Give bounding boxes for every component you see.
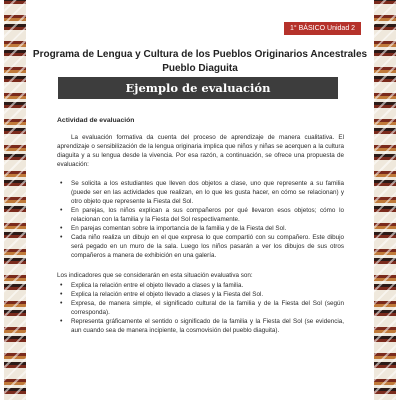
list-item: • Se solicita a los estudiantes que lleven dos objetos a clase, uno que represente a su familia (puede ser en las actividades que realizan, en lo que les gusta hacer, en cómo se relacionan) y otro objeto que represente la Fiesta del Sol.	[57, 179, 344, 206]
document-body	[57, 116, 344, 335]
list-item: • Representa gráficamente el sentido o significado de la familia y la Fiesta del Sol (se evidencia, aun cuando sea de manera incipiente, la cosmovisión del pueblo diaguita).	[57, 317, 344, 335]
intro-paragraph: La evaluación formativa da cuenta del proceso de aprendizaje de manera cualitativa. El aprendizaje o sensibilización de la lengua originaria implica que niños y niñas se acerquen a la cultura diaguita y a su lengua desde la vivencia. Por esa razón, a continuación, se ofrece una propuesta de evaluación:	[57, 134, 344, 168]
decorative-border-right	[374, 0, 396, 400]
list-item: • En parejas, los niños explican a sus compañeros por qué llevaron esos objetos; cómo lo relacionan con la familia y la Fiesta del Sol respectivamente.	[57, 206, 344, 224]
program-title: Programa de Lengua y Cultura de los Pueblos Originarios Ancestrales	[32, 49, 368, 60]
activity-heading: Actividad de evaluación	[57, 117, 135, 124]
activity-list	[57, 179, 344, 260]
list-item: • Cada niño realiza un dibujo en el que expresa lo que compartió con su compañero. Este dibujo será pegado en un muro de la sala. Luego los niños pasarán a ver los dibujos de sus otros compañeros a manera de exhibición en una galería.	[57, 233, 344, 260]
grade-unit-badge: 1° BÁSICO Unidad 2	[284, 22, 361, 35]
list-item: • Explica la relación entre el objeto llevado a clases y la Fiesta del Sol.	[57, 290, 344, 299]
document-header	[30, 48, 370, 76]
decorative-border-left	[4, 0, 26, 400]
indicators-intro: Los indicadores que se considerarán en esta situación evaluativa son:	[57, 272, 253, 279]
people-title: Pueblo Diaguita	[162, 63, 238, 74]
indicator-list	[57, 281, 344, 335]
section-banner: Ejemplo de evaluación	[58, 77, 338, 99]
list-item: • Expresa, de manera simple, el significado cultural de la familia y de la Fiesta del Sol (según corresponda).	[57, 299, 344, 317]
list-item: • Explica la relación entre el objeto llevado a clases y la familia.	[57, 281, 344, 290]
list-item: • En parejas comentan sobre la importancia de la familia y de la Fiesta del Sol.	[57, 224, 344, 233]
